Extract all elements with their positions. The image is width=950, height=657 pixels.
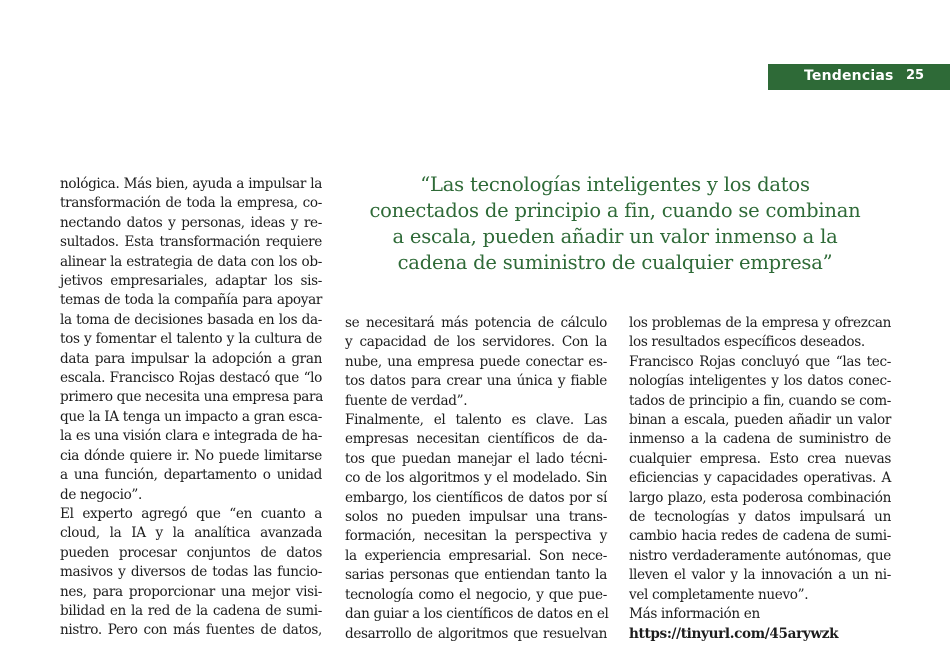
text-line: nologías inteligentes y los datos conec- (629, 373, 891, 390)
section-title: Tendencias (804, 68, 894, 84)
text-line: nológica. Más bien, ayuda a impulsar la (60, 176, 322, 192)
text-line: bilidad en la red de la cadena de sumi- (60, 602, 322, 619)
text-line: temas de toda la compañía para apoyar (60, 292, 322, 309)
text-line: cambio hacia redes de cadena de sumi- (629, 528, 891, 545)
text-line: nectando datos y personas, ideas y re- (60, 214, 322, 231)
text-line: los resultados específicos deseados. (629, 334, 865, 351)
pull-quote-line: cadena de suministro de cualquier empresa” (397, 251, 833, 274)
article-column-2 (345, 314, 607, 644)
text-line: nistro verdaderamente autónomas, que (629, 547, 891, 564)
text-line: nistro. Pero con más fuentes de datos, (60, 622, 322, 639)
text-line: sultados. Esta transformación requiere (60, 234, 322, 251)
text-line: dan guiar a los científicos de datos en el (345, 606, 609, 623)
text-line: a una función, departamento o unidad (60, 467, 322, 484)
text-line: de tecnologías y datos impulsará un (629, 509, 891, 526)
text-line: tos y fomentar el talento y la cultura de (60, 331, 322, 348)
text-line: eficiencias y capacidades operativas. A (629, 470, 891, 487)
article-column-1 (60, 175, 322, 641)
text-line: tos que puedan manejar el lado técni- (345, 450, 607, 467)
more-info-link[interactable]: https://tinyurl.com/45arywzk (629, 625, 839, 642)
text-line: embargo, los científicos de datos por sí (345, 489, 607, 506)
text-line: la experiencia empresarial. Son nece- (345, 547, 607, 564)
text-line: tados de principio a fin, cuando se com- (629, 392, 891, 409)
text-line: cia dónde quiere ir. No puede limitarse (60, 447, 322, 464)
text-line: los problemas de la empresa y ofrezcan (629, 315, 891, 331)
text-line: tecnología como el negocio, y que pue- (345, 586, 607, 603)
pull-quote-line: a escala, pueden añadir un valor inmenso a la (392, 225, 838, 248)
text-line: formación, necesitan la perspectiva y (345, 528, 607, 545)
text-line: y capacidad de los servidores. Con la (345, 334, 607, 351)
text-line: co de los algoritmos y el modelado. Sin (345, 470, 607, 487)
text-line: de negocio”. (60, 486, 142, 503)
pull-quote-line: conectados de principio a fin, cuando se combinan (369, 199, 861, 222)
section-header-bar (768, 64, 950, 90)
text-line: tos datos para crear una única y fiable (345, 373, 607, 390)
text-line: fuente de verdad”. (345, 392, 468, 409)
text-line: cualquier empresa. Esto crea nuevas (629, 450, 891, 467)
text-line: El experto agregó que “en cuanto a (60, 505, 322, 522)
text-line: solos no pueden impulsar una trans- (345, 509, 607, 526)
text-line: nes, para proporcionar una mejor visi- (60, 583, 322, 600)
text-line: jetivos empresariales, adaptar los sis- (60, 273, 322, 290)
text-line: Finalmente, el talento es clave. Las (345, 412, 607, 429)
text-line: pueden procesar conjuntos de datos (60, 544, 322, 561)
text-line: nube, una empresa puede conectar es- (345, 353, 607, 370)
pull-quote-line: “Las tecnologías inteligentes y los datos (420, 173, 810, 196)
text-line: empresas necesitan científicos de da- (345, 431, 607, 448)
text-line: se necesitará más potencia de cálculo (345, 315, 607, 331)
page-number: 25 (906, 68, 925, 83)
text-line: Más información en (629, 606, 760, 623)
text-line: vel completamente nuevo”. (629, 586, 809, 603)
text-line: transformación de toda la empresa, co- (60, 195, 322, 212)
text-line: que la IA tenga un impacto a gran esca- (60, 408, 322, 425)
text-line: la es una visión clara e integrada de ha- (60, 428, 322, 445)
text-line: escala. Francisco Rojas destacó que “lo (60, 370, 322, 387)
text-line: alinear la estrategia de data con los ob- (60, 253, 322, 270)
text-line: binan a escala, pueden añadir un valor (629, 412, 891, 429)
text-line: la toma de decisiones basada en los da- (60, 311, 322, 328)
text-line: desarrollo de algoritmos que resuelvan (345, 625, 607, 642)
text-line: largo plazo, esta poderosa combinación (629, 489, 891, 506)
article-column-3 (629, 314, 891, 644)
text-line: primero que necesita una empresa para (60, 389, 323, 406)
text-line: data para impulsar la adopción a gran (60, 350, 322, 367)
text-line: inmenso a la cadena de suministro de (629, 431, 891, 448)
pull-quote (345, 172, 885, 276)
text-line: masivos y diversos de todas las funcio- (60, 564, 322, 581)
text-line: Francisco Rojas concluyó que “las tec- (629, 353, 891, 370)
text-line: lleven el valor y la innovación a un ni- (629, 567, 891, 584)
text-line: sarias personas que entiendan tanto la (345, 567, 607, 584)
text-line: cloud, la IA y la analítica avanzada (60, 525, 322, 542)
